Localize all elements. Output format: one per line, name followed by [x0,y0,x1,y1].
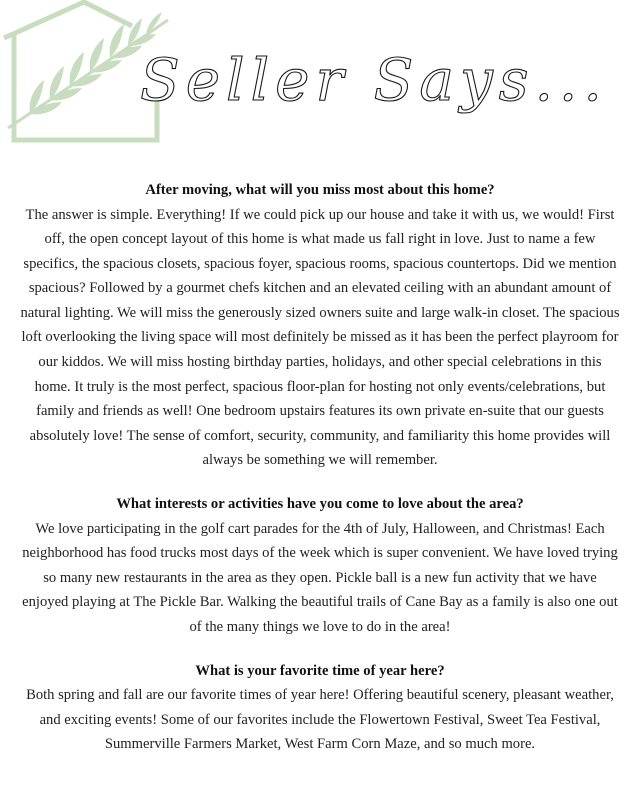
answer-3: Both spring and fall are our favorite times of year here! Offering beautiful scenery, pleasant weather, and exciting events! Some of our favorites include the Flowertown Festival, Sweet Tea Festival, Summerville Farmers Market, West Farm Corn Maze, and so much more. [26,687,614,753]
qa-section [20,178,620,776]
qa-block-2 [20,492,620,639]
question-2: What interests or activities have you come to love about the area? [116,496,524,513]
page-title [130,30,608,140]
qa-block-3 [20,659,620,757]
question-3: What is your favorite time of year here? [195,662,445,679]
question-1: After moving, what will you miss most about this home? [145,182,495,198]
answer-1: The answer is simple. Everything! If we could pick up our house and take it with us, we would! First off, the open concept layout of this home is what made us fall right in love. Just to name a few specifics, the spacious closets, spacious foyer, spacious rooms, spacious countertops. Did we mention spacious? Followed by a gourmet chefs kitchen and an elevated ceiling with an abundant amount of natural lighting. We will miss the generously sized owners suite and large walk-in closet. The spacious loft overlooking the living space will most definitely be missed as it has been the perfect playroom for our kiddos. We will miss hosting birthday parties, holidays, and other special celebrations in this home. It truly is the most perfect, spacious floor-plan for hosting not only events/celebrations, but family and friends as well! One bedroom upstairs features its own private en-suite that our guests absolutely love! The sense of comfort, security, community, and familiarity this home provides will always be something we will remember. [20,206,620,469]
page-title-text: Seller Says... [140,46,608,114]
qa-block-1 [20,178,620,473]
answer-2: We love participating in the golf cart parades for the 4th of July, Halloween, and Christmas! Each neighborhood has food trucks most days of the week which is super convenient. We have loved trying so many new restaurants in the area as they open. Pickle ball is a new fun activity that we have enjoyed playing at The Pickle Bar. Walking the beautiful trails of Cane Bay as a family is also one out of the many things we love to do in the area! [22,520,618,635]
